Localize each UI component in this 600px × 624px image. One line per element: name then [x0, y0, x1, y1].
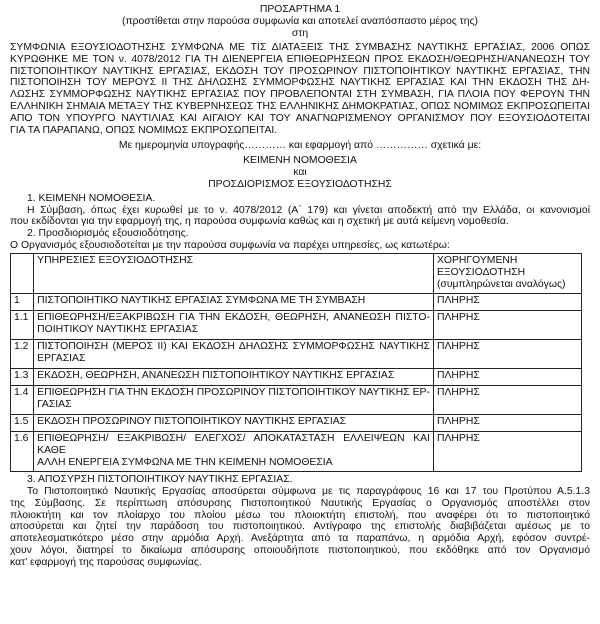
table-row [11, 294, 582, 311]
agreement-line: ΣΥΜΦΩΝΙΑ ΕΞΟΥΣΙΟΔΟΤΗΣΗΣ ΣΥΜΦΩΝΑ ΜΕ ΤΙΣ ΔΙΑΤΑΞΕΙΣ ΤΗΣ ΣΥΜΒΑΣΗΣ ΝΑΥΤΙΚΗΣ ΕΡΓΑΣΙΑΣ, 2006 ΟΠΩΣ [10, 41, 590, 53]
agreement-line: ΠΙΣΤΟΠΟΙΗΤΙΚΟΥ ΝΑΥΤΙΚΗΣ ΕΡΓΑΣΙΑΣ, ΕΚΔΟΣΗ ΤΟΥ ΠΡΟΣΩΡΙΝΟΥ ΠΙΣΤΟΠΟΙΗΤΙΚΟΥ ΝΑΥΤΙΚΗΣ ΕΡΓΑΣΙΑΣ, ΤΗΝ [10, 65, 590, 77]
section1-line: Η Σύμβαση, όπως έχει κυρωθεί με το ν. 4078/2012 (Α΄ 179) και γίνεται αποδεκτή από την Ελλάδα, οι κανονισμοί [27, 204, 590, 216]
header-status-cell [433, 254, 581, 294]
row-number: 1.4 [11, 386, 34, 415]
row-service [34, 415, 434, 432]
table-row [11, 432, 582, 472]
section1-line: που εκδίδονται για την εφαρμογή της, η παρούσα συμφωνία καθώς και η σχετική με αυτά κείμενη νομοθεσία. [10, 216, 509, 228]
agreement-line: ΛΩΣΗΣ ΣΥΜΜΟΡΦΩΣΗΣ ΝΑΥΤΙΚΗΣ ΕΡΓΑΣΙΑΣ ΠΟΥ ΠΡΟΒΛΕΠΟΝΤΑΙ ΣΤΗ ΣΥΜΒΑΣΗ, ΓΙΑ ΠΛΟΙΑ ΠΟΥ ΦΕΡΟΥΝ ΤΗΝ [10, 89, 590, 101]
row-status: ΠΛΗΡΗΣ [433, 386, 581, 415]
annex-to-word: στη [291, 27, 309, 39]
row-number: 1.5 [11, 415, 34, 432]
section2-intro: Ο Οργανισμός εξουσιοδοτείται με την παρούσα συμφωνία να παρέχει υπηρεσίες, ως κατωτέρω: [10, 240, 450, 252]
row-service-line: ΓΑΣΙΑΣ [37, 399, 72, 411]
header-status-line: (συμπληρώνεται αναλόγως) [436, 278, 566, 290]
row-number: 1 [11, 294, 34, 311]
row-service-line: ΠΟΙΗΤΙΚΟΥ ΝΑΥΤΙΚΗΣ ΕΡΓΑΣΙΑΣ [37, 324, 199, 336]
row-service-line: ΠΙΣΤΟΠΟΙΗΣΗ (ΜΕΡΟΣ ΙΙ) ΚΑΙ ΕΚΔΟΣΗ ΔΗΛΩΣΗΣ ΣΥΜΜΟΡΦΩΣΗΣ ΝΑΥΤΙΚΗΣ [37, 341, 430, 353]
table-row [11, 311, 582, 340]
agreement-line: ΑΠΟ ΤΟΝ ΥΠΟΥΡΓΟ ΝΑΥΤΙΛΙΑΣ ΚΑΙ ΑΙΓΑΙΟΥ ΚΑΙ ΤΟΥ ΑΝΑΓΝΩΡΙΣΜΕΝΟΥ ΟΡΓΑΝΙΣΜΟΥ ΠΟΥ ΕΞΟΥΣΙΟΔΟΤΕΙΤΑΙ [10, 113, 590, 125]
row-status: ΠΛΗΡΗΣ [433, 415, 581, 432]
row-number: 1.6 [11, 432, 34, 472]
table-row [11, 386, 582, 415]
header-num-cell [11, 254, 34, 294]
section3-line: αποτελεσματικότερο μέσο στην αρμόδια Αρχή. Ανεξάρτητα από τα παραπάνω, η αρμόδια Αρχή, εφόσον συντρέ- [10, 533, 590, 545]
dated-line: Με ημερομηνία υπογραφής………… και εφαρμογή από …………… σχετικά με: [118, 139, 482, 151]
row-service-line: ΑΛΛΗ ΕΝΕΡΓΕΙΑ ΣΥΜΦΩΝΑ ΜΕ ΤΗΝ ΚΕΙΜΕΝΗ ΝΟΜΟΘΕΣΙΑ [37, 456, 333, 468]
section3-heading: 3. ΑΠΟΣΥΡΣΗ ΠΙΣΤΟΠΟΙΗΤΙΚΟΥ ΝΑΥΤΙΚΗΣ ΕΡΓΑΣΙΑΣ. [27, 473, 293, 485]
annex-title: ΠΡΟΣΑΡΤΗΜΑ 1 [259, 4, 341, 15]
row-status: ΠΛΗΡΗΣ [433, 311, 581, 340]
agreement-line: ΓΙΑ ΤΑ ΠΑΡΑΠΑΝΩ, ΟΠΩΣ ΝΟΜΙΜΩΣ ΕΚΠΡΟΣΩΠΕΙΤΑΙ. [10, 125, 278, 137]
header-status-line: ΕΞΟΥΣΙΟΔΟΤΗΣΗ [436, 267, 526, 279]
agreement-line: ΚΥΡΩΘΗΚΕ ΜΕ ΤΟΝ ν. 4078/2012 ΓΙΑ ΤΗ ΔΙΕΝΕΡΓΕΙΑ ΕΠΙΘΕΩΡΗΣΕΩΝ ΠΡΟΣ ΕΚΔΟΣΗ/ΘΕΩΡΗΣΗ/ΑΝΑΝΕΩΣΗ ΤΟΥ [10, 53, 590, 65]
row-service [34, 340, 434, 369]
row-service-line: ΕΚΔΟΣΗ ΠΡΟΣΩΡΙΝΟΥ ΠΙΣΤΟΠΟΙΗΤΙΚΟΥ ΝΑΥΤΙΚΗΣ ΕΡΓΑΣΙΑΣ [37, 416, 347, 428]
row-service-line: ΕΠΙΘΕΩΡΗΣΗ ΓΙΑ ΤΗΝ ΕΚΔΟΣΗ ΠΡΟΣΩΡΙΝΟΥ ΠΙΣΤΟΠΟΙΗΤΙΚΟΥ ΝΑΥΤΙΚΗΣ ΕΡ- [37, 387, 430, 399]
row-service-line: ΕΚΔΟΣΗ, ΘΕΩΡΗΣΗ, ΑΝΑΝΕΩΣΗ ΠΙΣΤΟΠΟΙΗΤΙΚΟΥ ΝΑΥΤΙΚΗΣ ΕΡΓΑΣΙΑΣ [37, 370, 395, 382]
section3-line: Το Πιστοποιητικό Ναυτικής Εργασίας αποσύρεται σύμφωνα με τις παραγράφους 16 και 17 του Προτύπου Α.5.1.3 [27, 485, 590, 497]
table-row [11, 340, 582, 369]
header-service-cell: ΥΠΗΡΕΣΙΕΣ ΕΞΟΥΣΙΟΔΟΤΗΣΗΣ [34, 254, 434, 294]
heading-scope: ΠΡΟΣΔΙΟΡΙΣΜΟΣ ΕΞΟΥΣΙΟΔΟΤΗΣΗΣ [208, 178, 392, 190]
row-service [34, 386, 434, 415]
row-service [34, 432, 434, 472]
section3-line: χουν λόγοι, διατηρεί το δικαίωμα απόσυρσης οποιουδήποτε πιστοποιητικού, που εκδόθηκε από τον Οργανισμό [10, 545, 590, 557]
row-service-line: ΠΙΣΤΟΠΟΙΗΤΙΚΟ ΝΑΥΤΙΚΗΣ ΕΡΓΑΣΙΑΣ ΣΥΜΦΩΝΑ ΜΕ ΤΗ ΣΥΜΒΑΣΗ [37, 295, 366, 307]
row-number: 1.3 [11, 369, 34, 386]
services-table [10, 253, 582, 472]
agreement-line: ΠΙΣΤΟΠΟΙΗΣΗ ΤΟΥ ΜΕΡΟΥΣ ΙΙ ΤΗΣ ΔΗΛΩΣΗΣ ΣΥΜΜΟΡΦΩΣΗΣ ΝΑΥΤΙΚΗΣ ΕΡΓΑΣΙΑΣ ΚΑΙ ΤΗΝ ΕΚΔΟΣΗ ΤΗΣ ΔΗ- [10, 77, 590, 89]
section3-line: της Σύμβασης. Σε περίπτωση απόσυρσης Πιστοποιητικού Ναυτικής Εργασίας ο Οργανισμός αποστέλλει στον [10, 497, 590, 509]
header-status-line: ΧΟΡΗΓΟΥΜΕΝΗ [436, 255, 518, 267]
row-status: ΠΛΗΡΗΣ [433, 340, 581, 369]
heading-and: και [293, 166, 307, 178]
annex-subtitle: (προστίθεται στην παρούσα συμφωνία και αποτελεί αναπόσπαστο μέρος της) [121, 15, 478, 27]
row-number: 1.1 [11, 311, 34, 340]
row-service [34, 311, 434, 340]
table-header-row [11, 254, 582, 294]
section3-line: πλοιοκτήτη και τον πλοίαρχο του πλοίου μέσω του πλοιοκτήτη επιστολή, που αναφέρει ότι το πιστοποιητικό [10, 509, 590, 521]
row-service-line: ΕΠΙΘΕΩΡΗΣΗ/ ΕΞΑΚΡΙΒΩΣΗ/ ΕΛΕΓΧΟΣ/ ΑΠΟΚΑΤΑΣΤΑΣΗ ΕΛΛΕΙΨΕΩΝ ΚΑΙ ΚΑΘΕ [37, 433, 430, 457]
heading-legislation: ΚΕΙΜΕΝΗ ΝΟΜΟΘΕΣΙΑ [243, 154, 357, 166]
agreement-line: ΕΛΛΗΝΙΚΗ ΣΗΜΑΙΑ ΜΕΤΑΞΥ ΤΗΣ ΚΥΒΕΡΝΗΣΕΩΣ ΤΗΣ ΕΛΛΗΝΙΚΗΣ ΔΗΜΟΚΡΑΤΙΑΣ, ΟΠΩΣ ΝΟΜΙΜΩΣ ΕΚΠΡΟΣΩΠΕΙΤΑΙ [10, 101, 590, 113]
row-number: 1.2 [11, 340, 34, 369]
row-service [34, 369, 434, 386]
table-row [11, 415, 582, 432]
agreement-title [10, 42, 590, 137]
row-service [34, 294, 434, 311]
row-service-line: ΕΡΓΑΣΙΑΣ [37, 353, 86, 365]
row-status: ΠΛΗΡΗΣ [433, 294, 581, 311]
section2-heading: 2. Προσδιορισμός εξουσιοδότησης. [27, 228, 189, 240]
row-status: ΠΛΗΡΗΣ [433, 369, 581, 386]
table-row [11, 369, 582, 386]
row-service-line: ΕΠΙΘΕΩΡΗΣΗ/ΕΞΑΚΡΙΒΩΣΗ ΓΙΑ ΤΗΝ ΕΚΔΟΣΗ, ΘΕΩΡΗΣΗ, ΑΝΑΝΕΩΣΗ ΠΙΣΤΟ- [37, 312, 430, 324]
section3-line: αποσύρεται και ζητεί την παράδοση του πιστοποιητικού. Αντίγραφο της επιστολής διαβιβάζεται αμέσως με το [10, 521, 590, 533]
section1-heading: 1. ΚΕΙΜΕΝΗ ΝΟΜΟΘΕΣΙΑ. [27, 192, 156, 204]
row-status: ΠΛΗΡΗΣ [433, 432, 581, 472]
section3-line: κατ’ εφαρμογή της παρούσας συμφωνίας. [10, 557, 202, 569]
